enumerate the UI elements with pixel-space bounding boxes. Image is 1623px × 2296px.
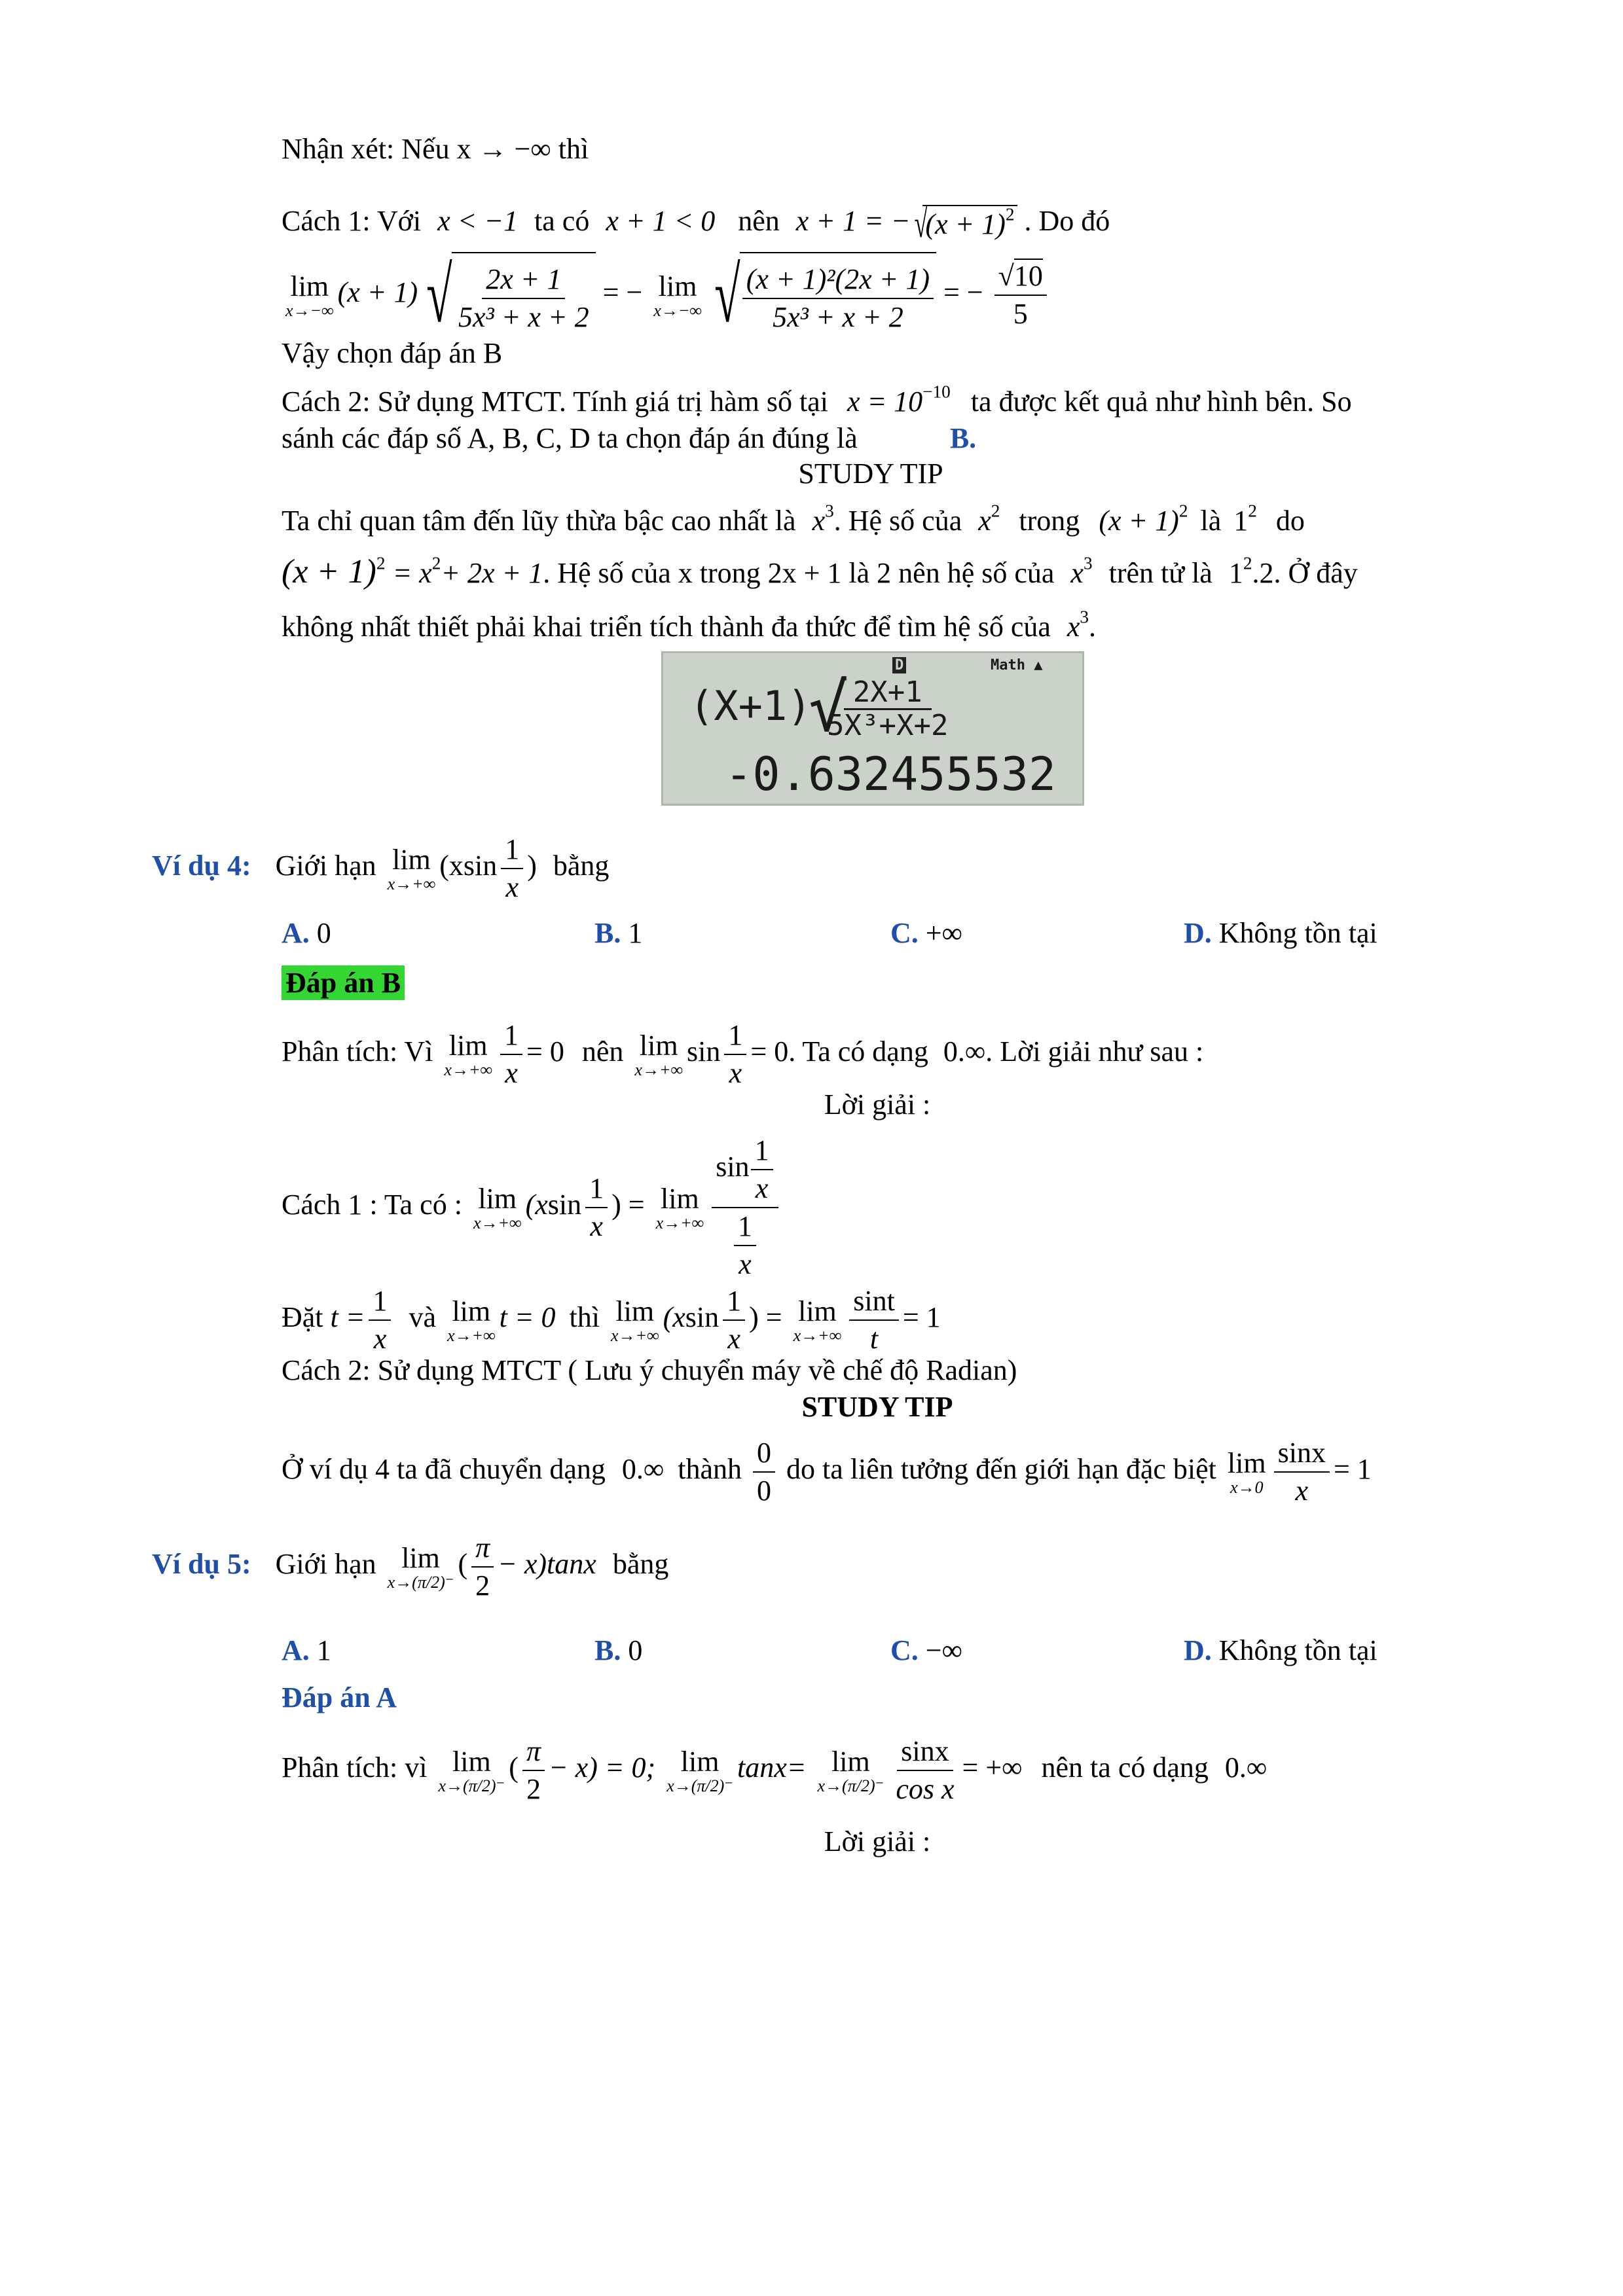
vd4-tip: Ở ví dụ 4 ta đã chuyển dạng 0.∞ thành $\frac{0}{0}$ do ta liên tưởng đến giới hạn đặc biệt lim x→0 $\frac{\sin x}{x}$ = 1 bbox=[282, 1433, 1372, 1505]
vd5-question: Ví dụ 5: Giới hạn lim x→(π/2)⁻ ( $\frac{\pi}{2}$ − x)tanx bằng bbox=[152, 1525, 668, 1604]
eq1-eq2: = − bbox=[943, 276, 983, 308]
eq1-eq: = − bbox=[602, 276, 643, 308]
vd5-loigiai: Lời giải : bbox=[824, 1825, 931, 1857]
vd4-loigiai: Lời giải : bbox=[824, 1088, 931, 1121]
cach1-cond1: x < −1 bbox=[437, 205, 519, 237]
eq1-lim2: lim x→−∞ bbox=[653, 270, 702, 320]
cach1-lhs: x + 1 = − bbox=[795, 205, 911, 237]
vd4-label: Ví dụ 4: bbox=[152, 850, 251, 882]
vay-line: Vậy chọn đáp án B bbox=[282, 337, 503, 369]
cach1-cond2: x + 1 < 0 bbox=[606, 205, 716, 237]
vd4-option-a[interactable]: A. 0 bbox=[282, 917, 331, 949]
vd5-analysis: Phân tích: vì lim x→(π/2)⁻ ( $\frac{\pi}{2}$ − x) = 0; lim x→(π/2)⁻ tanx= lim x→(π/2)⁻ $\frac{\sin x}{\text{cos x}}$ = +∞ nên ta có dạng 0.∞ bbox=[282, 1725, 1267, 1810]
cach1-lead: Cách 1: Với bbox=[282, 205, 422, 237]
calculator-fraction: 2X+1 5X³+X+2 bbox=[827, 675, 949, 742]
vd5-option-c[interactable]: C. −∞ bbox=[890, 1634, 962, 1666]
eq1-sqrt2: √ $\frac{\text{(x + 1)²(2x + 1)}}{\text{5x³ + x + 2}}$ bbox=[706, 252, 936, 338]
cach1-sqrt: √ $(x + 1)^2$ bbox=[910, 205, 1017, 243]
eq1-result: $\frac{√10}{5}$ bbox=[994, 258, 1047, 332]
cach2-line1: Cách 2: Sử dụng MTCT. Tính giá trị hàm số tại $x = 10^{-10}$ ta được kết quả như hình bên. So bbox=[282, 382, 1352, 418]
cach1-mid2: nên bbox=[738, 205, 780, 237]
vd4-option-b[interactable]: B. 1 bbox=[594, 917, 643, 949]
calculator-root-icon: √ bbox=[809, 670, 848, 746]
calculator-screen bbox=[661, 651, 1084, 806]
vd5-label: Ví dụ 5: bbox=[152, 1548, 251, 1580]
calculator-result: -0.632455532 bbox=[725, 747, 1056, 801]
degree-indicator: D bbox=[892, 657, 906, 673]
cach1-tail: . Do đó bbox=[1024, 205, 1110, 237]
eq1-sqrt: √ $\frac{2x + 1}{\text{5x³ + x + 2}}$ bbox=[418, 252, 596, 338]
study-tip-heading-2: STUDY TIP bbox=[801, 1391, 953, 1423]
cach1-line bbox=[282, 203, 1110, 243]
vd4-dat: Đặt t = $\frac{1}{x}$ và lim x→+∞ t = 0 thì lim x→+∞ (xsin $\frac{1}{x}$ ) = lim x→+∞ $\frac{\sin t}{t}$ = 1 bbox=[282, 1283, 941, 1348]
vd4-question: Ví dụ 4: Giới hạn lim x→+∞ (xsin $\frac{1}{x}$ ) bằng bbox=[152, 831, 609, 890]
tip1-line2: $(x + 1)^2 = x^2+ 2x + 1$. Hệ số của x trong 2x + 1 là 2 nên hệ số của $x^3$ trên tử là $1^2.2$. Ở đây bbox=[282, 553, 1358, 590]
vd5-option-b[interactable]: B. 0 bbox=[594, 1634, 643, 1666]
vd4-option-d[interactable]: D. Không tồn tại bbox=[1184, 917, 1377, 949]
calculator-expr-left: (X+1) bbox=[689, 682, 812, 730]
vd4-cach2: Cách 2: Sử dụng MTCT ( Lưu ý chuyển máy về chế độ Radian) bbox=[282, 1354, 1017, 1386]
vd4-option-c[interactable]: C. +∞ bbox=[890, 917, 962, 949]
vd5-option-a[interactable]: A. 1 bbox=[282, 1634, 331, 1666]
vd4-analysis: Phân tích: Vì lim x→+∞ $\frac{1}{x}$ = 0 nên lim x→+∞ sin $\frac{1}{x}$ = 0. Ta có dạng 0.∞. Lời giải như sau : bbox=[282, 1017, 1203, 1083]
vd5-option-d[interactable]: D. Không tồn tại bbox=[1184, 1634, 1377, 1666]
vd4-answer: Đáp án B bbox=[282, 965, 405, 1001]
tip1-line3: không nhất thiết phải khai triển tích thành đa thức để tìm hệ số của $x^3$. bbox=[282, 607, 1097, 643]
eq1-factor: (x + 1) bbox=[337, 276, 418, 308]
vd4-lim: lim x→+∞ bbox=[387, 844, 436, 893]
clipped-top-line: Nhận xét: Nếu x → −∞ thì bbox=[282, 133, 589, 165]
cach2-line2: sánh các đáp số A, B, C, D ta chọn đáp án đúng là B. bbox=[282, 422, 977, 454]
vd5-answer: Đáp án A bbox=[282, 1681, 397, 1713]
tip1-line1: Ta chỉ quan tâm đến lũy thừa bậc cao nhất là $x^3$. Hệ số của $x^2$ trong $(x + 1)^2$ là $1^2$ do bbox=[282, 501, 1305, 537]
study-tip-heading-1: STUDY TIP bbox=[798, 457, 943, 490]
vd4-cach1: Cách 1 : Ta có : lim x→+∞ (xsin $\frac{1}{x}$ ) = lim x→+∞ sin $\frac{1}{x}$ $\frac{1}{x}$ bbox=[282, 1132, 782, 1276]
cach1-mid1: ta có bbox=[534, 205, 590, 237]
equation-1 bbox=[282, 250, 1051, 338]
eq1-lim: lim x→−∞ bbox=[285, 270, 334, 320]
math-mode-indicator: Math ▲ bbox=[991, 657, 1043, 673]
